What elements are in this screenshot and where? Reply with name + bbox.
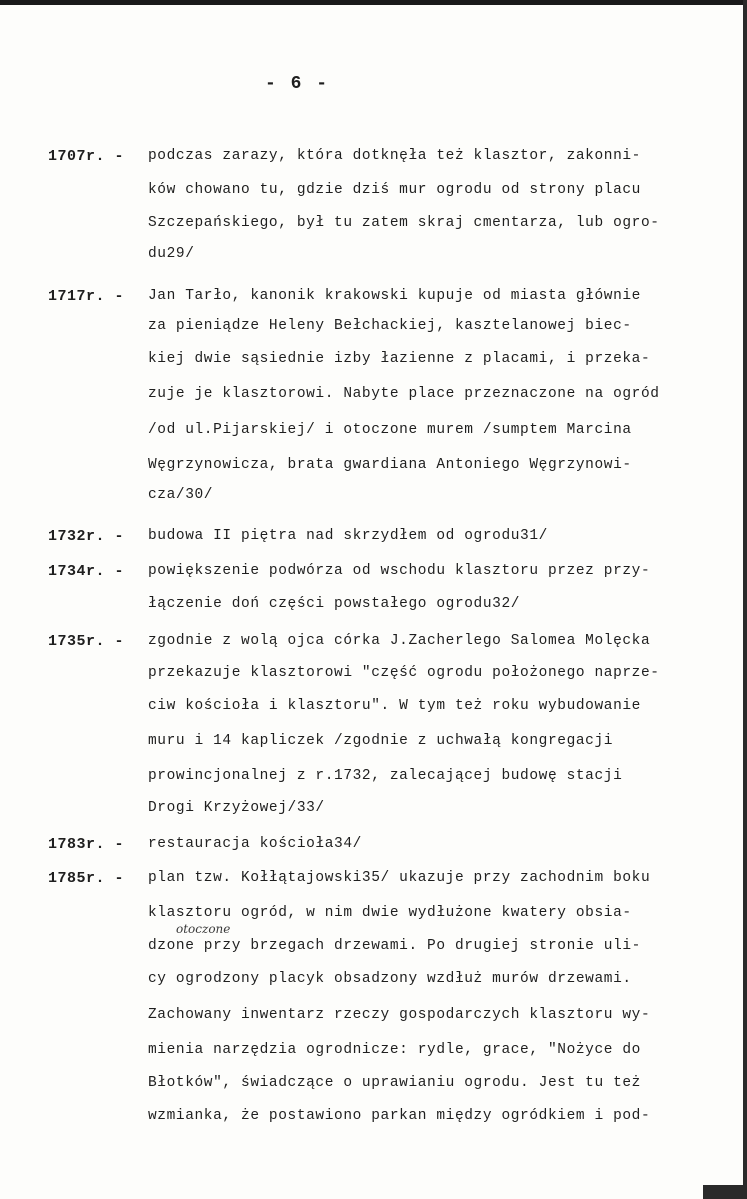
- entry-line: za pieniądze Heleny Bełchackiej, kasztelanowej biec-: [148, 318, 632, 334]
- page-number: - 6 -: [265, 74, 330, 94]
- entry-line: ciw kościoła i klasztoru". W tym też roku wybudowanie: [148, 698, 641, 714]
- entry-line: prowincjonalnej z r.1732, zalecającej budowę stacji: [148, 768, 623, 784]
- entry-line: cza/30/: [148, 487, 214, 503]
- entry-year: 1783r. -: [48, 836, 125, 853]
- entry-line: muru i 14 kapliczek /zgodnie z uchwałą kongregacji: [148, 733, 614, 749]
- entry-line: Zachowany inwentarz rzeczy gospodarczych klasztoru wy-: [148, 1007, 651, 1023]
- entry-line: zuje je klasztorowi. Nabyte place przeznaczone na ogród: [148, 386, 660, 402]
- entry-line: powiększenie podwórza od wschodu klasztoru przez przy-: [148, 563, 651, 579]
- entry-line: Drogi Krzyżowej/33/: [148, 800, 325, 816]
- entry-line: kiej dwie sąsiednie izby łazienne z placami, i przeka-: [148, 351, 651, 367]
- entry-line: Błotków", świadczące o uprawianiu ogrodu. Jest tu też: [148, 1075, 641, 1091]
- entry-line: cy ogrodzony placyk obsadzony wzdłuż murów drzewami.: [148, 971, 632, 987]
- entry-line: Jan Tarło, kanonik krakowski kupuje od miasta głównie: [148, 288, 641, 304]
- entry-year: 1735r. -: [48, 633, 125, 650]
- entry-line: budowa II piętra nad skrzydłem od ogrodu31/: [148, 528, 548, 544]
- entry-line: plan tzw. Kołłątajowski35/ ukazuje przy zachodnim boku: [148, 870, 651, 886]
- entry-year: 1707r. -: [48, 148, 125, 165]
- entry-line: ków chowano tu, gdzie dziś mur ogrodu od strony placu: [148, 182, 641, 198]
- entry-line: podczas zarazy, która dotknęła też klasztor, zakonni-: [148, 148, 641, 164]
- entry-line: /od ul.Pijarskiej/ i otoczone murem /sumptem Marcina: [148, 422, 632, 438]
- entry-year: 1732r. -: [48, 528, 125, 545]
- handwritten-correction: otoczone: [176, 922, 231, 936]
- entry-line: wzmianka, że postawiono parkan między ogródkiem i pod-: [148, 1108, 651, 1124]
- entry-line: zgodnie z wolą ojca córka J.Zacherlego Salomea Molęcka: [148, 633, 651, 649]
- scan-top-border: [0, 0, 747, 5]
- entry-line: restauracja kościoła34/: [148, 836, 362, 852]
- entry-line: Węgrzynowicza, brata gwardiana Antoniego Węgrzynowi-: [148, 457, 632, 473]
- entry-line: mienia narzędzia ogrodnicze: rydle, grace, "Nożyce do: [148, 1042, 641, 1058]
- entry-line: dzone przy brzegach drzewami. Po drugiej stronie uli-: [148, 938, 641, 954]
- entry-line: klasztoru ogród, w nim dwie wydłużone kwatery obsia-: [148, 905, 632, 921]
- entry-line: du29/: [148, 246, 195, 262]
- entry-line: przekazuje klasztorowi "część ogrodu położonego naprze-: [148, 665, 660, 681]
- entry-year: 1717r. -: [48, 288, 125, 305]
- entry-line: Szczepańskiego, był tu zatem skraj cmentarza, lub ogro-: [148, 215, 660, 231]
- entry-year: 1785r. -: [48, 870, 125, 887]
- entry-year: 1734r. -: [48, 563, 125, 580]
- scan-corner-shadow: [703, 1185, 743, 1199]
- scan-right-border: [743, 0, 747, 1199]
- entry-line: łączenie doń części powstałego ogrodu32/: [148, 596, 521, 612]
